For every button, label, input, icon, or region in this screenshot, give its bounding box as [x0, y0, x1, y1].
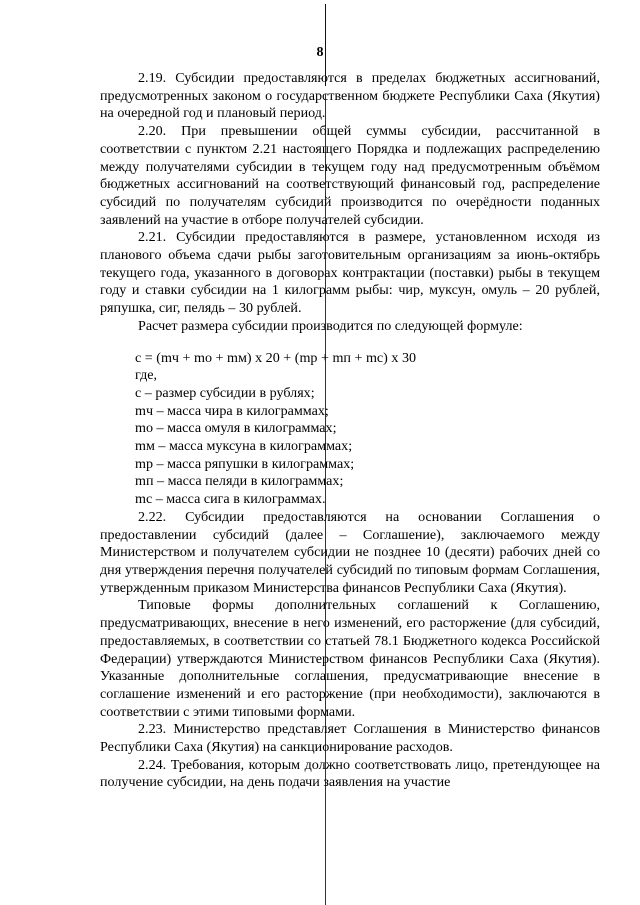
document-body [100, 70, 600, 792]
definition-item: mп – масса пеляди в килограммах; [135, 473, 344, 490]
definition-item: mс – масса сига в килограммах. [135, 491, 326, 508]
calc-intro: Расчет размера субсидии производится по следующей формуле: [138, 317, 523, 334]
definition-item: mм – масса муксуна в килограммах; [135, 438, 353, 455]
definition-item: с – размер субсидии в рублях; [135, 384, 315, 401]
subsidy-formula: с = (mч + mо + mм) х 20 + (mр + mп + mс) х 30 [135, 349, 417, 366]
paragraph-2-22-forms: Типовые формы дополнительных соглашений к Соглашению, предусматривающих, внесение в него изменений, его расторжение (для субсидий, предоставляемых, в соответствии со статьей 78.1 Бюджетного кодекса Российской Федерации) утверждаются Министерством финансов Республики Саха (Якутия). Указанные дополнительные соглашения, предусматривающие внесение в соглашение изменений и его расторжение (при необходимости), заключаются в соответствии с этими типовыми формами. [100, 597, 600, 720]
paragraph-2-19: 2.19. Субсидии предоставляются в пределах бюджетных ассигнований, предусмотренных законом о государственном бюджете Республики Саха (Якутия) на очередной год и плановый период. [100, 70, 600, 122]
paragraph-2-20: 2.20. При превышении общей суммы субсидии, рассчитанной в соответствии с пунктом 2.21 настоящего Порядка и подлежащих распределению между получателями субсидии в текущем году над предусмотренным объёмом бюджетных ассигнований на соответствующий финансовый год, распределение субсидий по получателям субсидий производится по очерёдности поданных заявлений на участие в отборе получателей субсидии. [100, 123, 600, 228]
definition-item: mр – масса ряпушки в килограммах; [135, 455, 355, 472]
paragraph-2-22: 2.22. Субсидии предоставляются на основании Соглашения о предоставлении субсидий (далее – Соглашение), заключаемого между Министерством и получателем субсидии не позднее 10 (десяти) рабочих дней со дня утверждения перечня получателей субсидий по типовым формам Соглашения, утвержденным приказом Министерства финансов Республики Саха (Якутия). [100, 508, 600, 596]
paragraph-2-24: 2.24. Требования, которым должно соответствовать лицо, претендующее на получение субсидии, на день подачи заявления на участие [100, 756, 600, 791]
definition-item: mо – масса омуля в килограммах; [135, 420, 337, 437]
paragraph-2-21: 2.21. Субсидии предоставляются в размере, установленном исходя из планового объема сдачи рыбы заготовительным организациям за июнь-октябрь текущего года, указанного в договорах контрактации (поставки) рыбы в текущем году и ставки субсидии на 1 килограмм рыбы: чир, муксун, омуль – 20 рублей, ряпушка, сиг, пелядь – 30 рублей. [100, 229, 600, 317]
page-number: 8 [316, 45, 324, 60]
where-label: где, [135, 367, 158, 384]
paragraph-2-23: 2.23. Министерство представляет Соглашения в Министерство финансов Республики Саха (Якутия) на санкционирование расходов. [100, 721, 600, 756]
definition-item: mч – масса чира в килограммах; [135, 402, 329, 419]
